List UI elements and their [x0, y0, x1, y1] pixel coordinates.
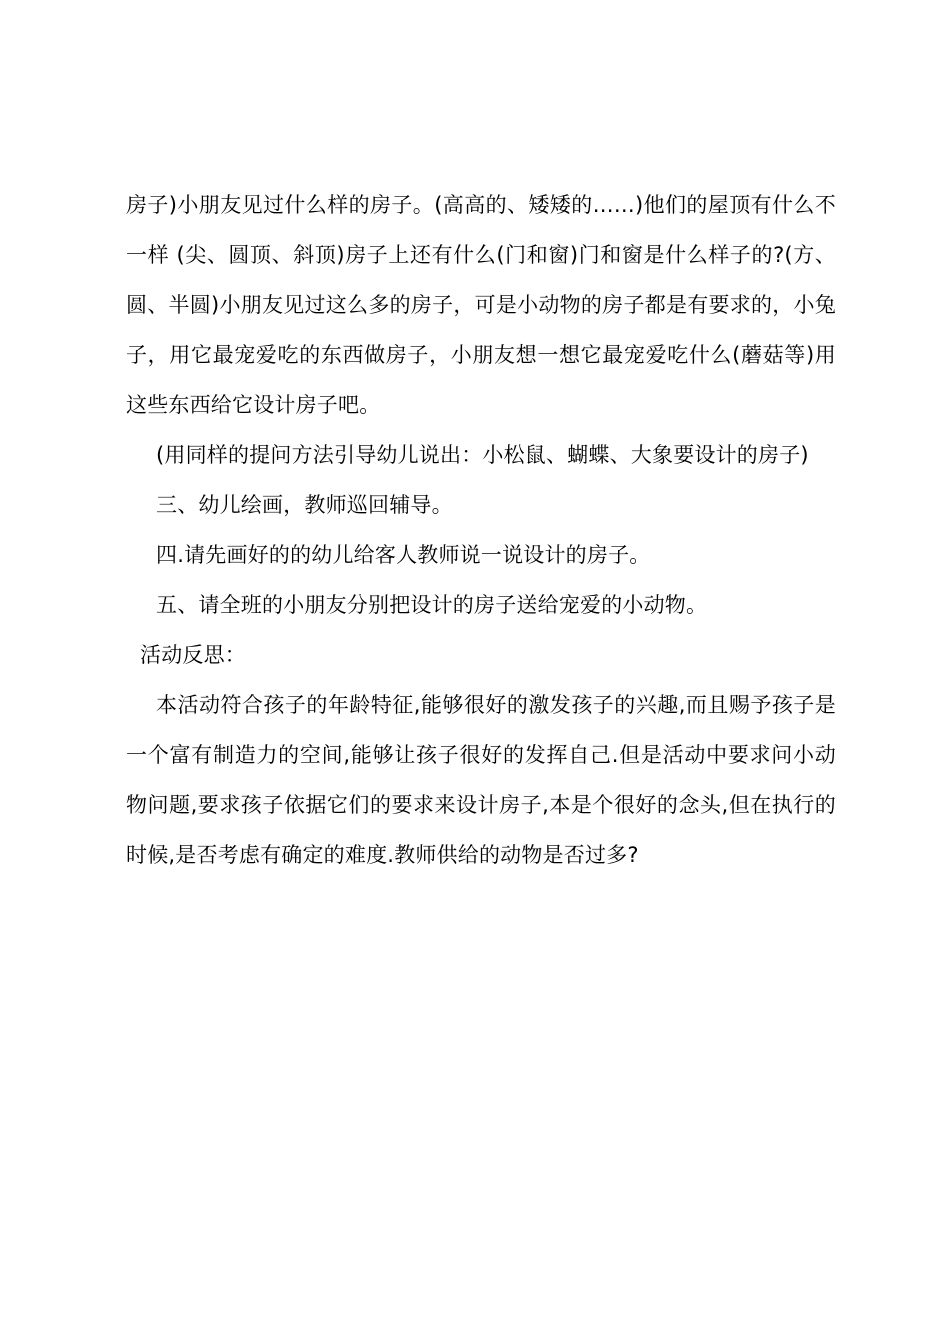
- paragraph-step-five: 五、请全班的小朋友分别把设计的房子送给宠爱的小动物。: [156, 593, 708, 617]
- document-page: [126, 180, 836, 880]
- section-heading-reflection: 活动反思：: [140, 643, 246, 667]
- paragraph-reflection: 本活动符合孩子的年龄特征,能够很好的激发孩子的兴趣,而且赐予孩子是一个富有制造力的空间,能够让孩子很好的发挥自己.但是活动中要求问小动物问题,要求孩子依据它们的要求来设计房子,本是个很好的念头,但在执行的时候,是否考虑有确定的难度.教师供给的动物是否过多?: [126, 693, 836, 867]
- paragraph-house-discussion: 房子)小朋友见过什么样的房子。(高高的、矮矮的……)他们的屋顶有什么不一样 (尖、圆顶、斜顶)房子上还有什么(门和窗)门和窗是什么样子的?(方、圆、半圆)小朋友见过这么多的房子，可是小动物的房子都是有要求的，小兔子，用它最宠爱吃的东西做房子，小朋友想一想它最宠爱吃什么(蘑菇等)用这些东西给它设计房子吧。: [126, 193, 836, 417]
- paragraph-animal-prompts: (用同样的提问方法引导幼儿说出：小松鼠、蝴蝶、大象要设计的房子): [156, 443, 809, 467]
- paragraph-step-three: 三、幼儿绘画，教师巡回辅导。: [156, 493, 453, 517]
- paragraph-step-four: 四.请先画好的的幼儿给客人教师说一说设计的房子。: [156, 543, 651, 567]
